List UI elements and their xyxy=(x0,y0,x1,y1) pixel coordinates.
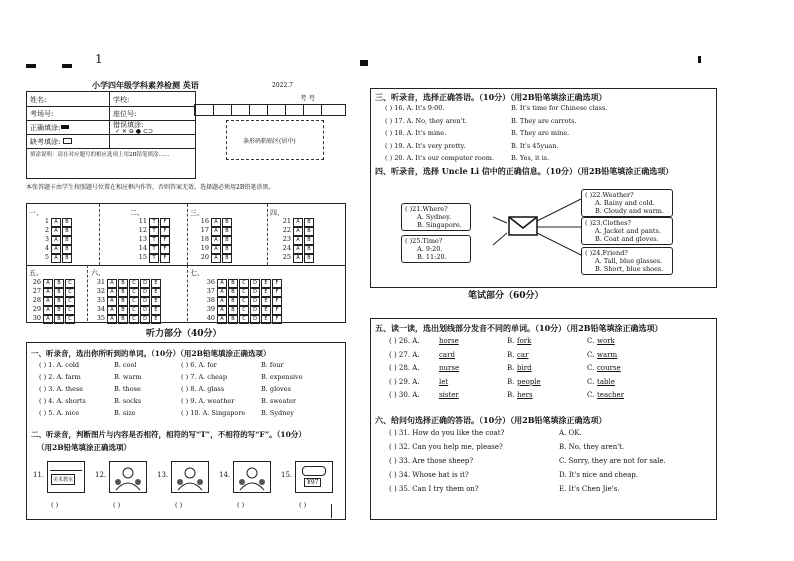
grid-option-bubble[interactable]: B xyxy=(54,306,64,315)
grid-row xyxy=(37,253,73,263)
fill-correct-label: 正确填涂: xyxy=(30,124,61,132)
grid-question-number: 2 xyxy=(44,226,49,234)
grid-option-bubble[interactable]: A xyxy=(217,297,227,306)
info-table xyxy=(26,91,196,179)
part6-option: A. OK. xyxy=(559,429,582,437)
part3-option: B. It's 45yuan. xyxy=(511,141,559,150)
grid-question-number: 4 xyxy=(44,244,49,252)
part1-option: B. cool xyxy=(114,361,137,369)
grid-question-number: 30 xyxy=(32,314,41,322)
part1-option: B. socks xyxy=(114,397,142,405)
part2-picture: 美术教室 xyxy=(47,461,85,493)
grid-question-number: 38 xyxy=(206,296,215,304)
grid-option-bubble[interactable]: D xyxy=(140,315,150,324)
grid-option-bubble[interactable]: B xyxy=(54,297,64,306)
grid-option-bubble[interactable]: F xyxy=(160,245,170,254)
grid-option-bubble[interactable]: T xyxy=(149,245,159,254)
fill-wrong-icons: ✓ ✕ ⊖ ● ⊂⊃ xyxy=(115,128,154,135)
grid-option-bubble[interactable]: A xyxy=(293,236,303,245)
grid-option-bubble[interactable]: B xyxy=(118,288,128,297)
part5-option: C. xyxy=(587,364,595,372)
part5-option: fork xyxy=(517,337,532,345)
grid-question-number: 5 xyxy=(44,253,49,261)
part5-6-section xyxy=(370,318,717,520)
part6-option: ( ) 32. Can you help me, please? xyxy=(389,443,503,451)
bubble-21[interactable]: ( )21.Where? A. Sydney. B. Singapore. xyxy=(401,203,471,231)
grid-option-bubble[interactable]: A xyxy=(107,279,117,288)
grid-option-bubble[interactable]: B xyxy=(304,254,314,263)
grid-option-bubble[interactable]: B xyxy=(62,218,72,227)
grid-option-bubble[interactable]: B xyxy=(222,218,232,227)
part5-option: ( ) 28. A. xyxy=(389,364,420,372)
grid-question-number: 36 xyxy=(206,278,215,286)
grid-question-number: 15 xyxy=(138,253,147,261)
part5-option: course xyxy=(597,364,621,372)
writing-header: 笔试部分（60分） xyxy=(468,291,544,301)
part2-answer-blank[interactable]: ( ) xyxy=(299,501,307,509)
grid-option-bubble[interactable]: A xyxy=(51,218,61,227)
grid-question-number: 11 xyxy=(138,217,147,225)
grid-question-number: 29 xyxy=(32,305,41,313)
grid-option-bubble[interactable]: A xyxy=(43,306,53,315)
grid-option-bubble[interactable]: D xyxy=(140,297,150,306)
part2-question-number: 12. xyxy=(95,471,107,479)
part1-option: B. four xyxy=(261,361,284,369)
part1-option: B. those xyxy=(114,385,141,393)
grid-option-bubble[interactable]: A xyxy=(51,227,61,236)
part3-option: B. They are mine. xyxy=(511,129,570,137)
exam-id-label: 考 号 xyxy=(300,94,316,102)
part3-heading: 三、听录音，选择正确答语。（10分）（用2B铅笔填涂正确选项） xyxy=(375,92,607,102)
part5-heading: 五、读一读，选出划线部分发音不同的单词。（10分）（用2B铅笔填涂正确选项） xyxy=(375,323,663,333)
grid-question-number: 25 xyxy=(282,253,291,261)
grid-option-bubble[interactable]: A xyxy=(217,306,227,315)
part6-option: C. Sorry, they are not for sale. xyxy=(559,457,666,465)
answer-grid: 一、 二、 三、 四、 五、 六、 七、 1 A B 2 A B 3 A B 4 A B 5 A B 11 T F 12 T F 13 T F 14 T F 15 T F 16 A B 17 A B 18 A B 19 A B 20 A B 21 A B 22 A B 23 A B 24 A B 25 A B 26 A B C 27 A B C 28 A B C 29 A B C 30 A B C 31 A B C D E 32 A B C D E 33 A B C D E 34 A B C D E 35 A B C D E 36 A B C D E F 37 A B C D E F 38 A B C D E F 39 A B C D E F 40 A B C D E F xyxy=(26,203,346,323)
grid-option-bubble[interactable]: E xyxy=(261,297,271,306)
grid-question-number: 24 xyxy=(282,244,291,252)
grid-option-bubble[interactable]: E xyxy=(151,297,161,306)
grid-question-number: 22 xyxy=(282,226,291,234)
part5-option: card xyxy=(439,350,455,359)
corner-mark xyxy=(26,64,36,68)
part1-option: B. sweater xyxy=(261,397,297,405)
grid-option-bubble[interactable]: A xyxy=(51,254,61,263)
part1-option: ( ) 8. A. glass xyxy=(181,385,225,393)
grid-option-bubble[interactable]: B xyxy=(228,279,238,288)
part5-option: ( ) 27. A. xyxy=(389,350,420,359)
seat-field[interactable]: 座位号: xyxy=(113,110,137,118)
part3-option: B. It's time for Chinese class. xyxy=(511,104,608,112)
grid-option-bubble[interactable]: A xyxy=(217,288,227,297)
barcode-area: 条形码粘贴区(居中) xyxy=(226,120,324,160)
grid-option-bubble[interactable]: A xyxy=(43,279,53,288)
part1-option: ( ) 1. A. cold xyxy=(39,361,80,369)
part4-heading: 四、听录音，选择 Uncle Li 信中的正确信息。（10分）（用2B铅笔填涂正确选项） xyxy=(375,166,674,176)
grid-option-bubble[interactable]: A xyxy=(293,254,303,263)
grid-option-bubble[interactable]: T xyxy=(149,227,159,236)
part5-option: sister xyxy=(439,391,459,399)
part1-option: ( ) 3. A. these xyxy=(39,385,84,393)
part5-option: car xyxy=(517,350,529,359)
grid-option-bubble[interactable]: C xyxy=(239,306,249,315)
part2-picture xyxy=(233,461,271,493)
grid-option-bubble[interactable]: B xyxy=(62,236,72,245)
grid-question-number: 39 xyxy=(206,305,215,313)
grid-question-number: 14 xyxy=(138,244,147,252)
grid-row xyxy=(135,253,171,263)
part5-option: people xyxy=(517,377,541,386)
instructions: 本张答题卡由学生按照题号位置在相应框内作答，否则答案无效。选择题必须用2B铅笔涂黑。 xyxy=(26,184,275,191)
part6-option: D. It's nice and cheap. xyxy=(559,471,639,479)
grid-option-bubble[interactable]: T xyxy=(149,218,159,227)
part6-option: ( ) 33. Are those sheep? xyxy=(389,457,474,465)
grid-option-bubble[interactable]: A xyxy=(293,218,303,227)
part5-option: nurse xyxy=(439,364,460,372)
grid-option-bubble[interactable]: A xyxy=(43,297,53,306)
part5-option: B. xyxy=(507,364,515,372)
grid-option-bubble[interactable]: B xyxy=(228,297,238,306)
grid-option-bubble[interactable]: A xyxy=(211,236,221,245)
grid-option-bubble[interactable]: C xyxy=(129,288,139,297)
grid-option-bubble[interactable]: B xyxy=(228,306,238,315)
grid-option-bubble[interactable]: A xyxy=(217,279,227,288)
grid-row xyxy=(279,253,315,263)
grid-option-bubble[interactable]: D xyxy=(140,306,150,315)
grid-option-bubble[interactable]: B xyxy=(62,227,72,236)
fill-notes: 填涂说明：请在对应题号的相应选项上用2B铅笔填涂…… xyxy=(30,152,170,158)
bubble-23[interactable]: ( )23.Clothes? A. Jacket and pants. B. Coat and gloves. xyxy=(581,217,673,245)
part5-option: work xyxy=(597,337,615,345)
grid-option-bubble[interactable]: D xyxy=(250,279,260,288)
grid-option-bubble[interactable]: C xyxy=(129,279,139,288)
grid-option-bubble[interactable]: F xyxy=(272,306,282,315)
grid-option-bubble[interactable]: F xyxy=(160,236,170,245)
grid-row xyxy=(29,314,76,324)
grid-option-bubble[interactable]: B xyxy=(304,245,314,254)
grid-question-number: 37 xyxy=(206,287,215,295)
part5-option: C. xyxy=(587,337,595,345)
left-page-edge xyxy=(331,504,332,518)
grid-question-number: 40 xyxy=(206,314,215,322)
part5-option: let xyxy=(439,377,449,386)
part2-answer-blank[interactable]: ( ) xyxy=(113,501,121,509)
part1-option: ( ) 2. A. farm xyxy=(39,373,81,381)
grid-option-bubble[interactable]: A xyxy=(107,306,117,315)
grid-option-bubble[interactable]: A xyxy=(211,227,221,236)
part6-option: B. No, they aren't. xyxy=(559,443,625,451)
grid-option-bubble[interactable]: B xyxy=(222,227,232,236)
part1-option: B. size xyxy=(114,409,136,417)
grid-option-bubble[interactable]: A xyxy=(51,236,61,245)
part1-option: B. expensive xyxy=(261,373,303,381)
grid-option-bubble[interactable]: A xyxy=(211,254,221,263)
grid-question-number: 20 xyxy=(200,253,209,261)
part5-option: C. xyxy=(587,391,595,399)
grid-question-number: 3 xyxy=(44,235,49,243)
grid-option-bubble[interactable]: A xyxy=(107,288,117,297)
grid-question-number: 27 xyxy=(32,287,41,295)
grid-option-bubble[interactable]: D xyxy=(140,288,150,297)
grid-option-bubble[interactable]: D xyxy=(250,297,260,306)
grid-option-bubble[interactable]: B xyxy=(228,315,238,324)
grid-option-bubble[interactable]: A xyxy=(293,245,303,254)
part3-4-section xyxy=(370,88,717,288)
part2-question-number: 15. xyxy=(281,471,293,479)
part5-option: table xyxy=(597,377,615,386)
part1-option: ( ) 6. A. for xyxy=(181,361,217,369)
part5-option: B. xyxy=(507,377,515,386)
grid-option-bubble[interactable]: D xyxy=(250,306,260,315)
part2-picture xyxy=(171,461,209,493)
part2-picture xyxy=(109,461,147,493)
exam-id-boxes xyxy=(194,104,346,116)
grid-question-number: 31 xyxy=(96,278,105,286)
grid-option-bubble[interactable]: E xyxy=(261,288,271,297)
grid-option-bubble[interactable]: B xyxy=(222,236,232,245)
part2-question-number: 13. xyxy=(157,471,169,479)
part3-option: ( ) 18. A. It's mine. xyxy=(385,129,447,137)
part2-picture: ¥97 xyxy=(295,461,333,493)
grid-option-bubble[interactable]: A xyxy=(211,218,221,227)
part3-option: B. They are carrots. xyxy=(511,116,577,125)
grid-question-number: 23 xyxy=(282,235,291,243)
part3-option: B. Yes, it is. xyxy=(511,154,550,162)
grid-option-bubble[interactable]: B xyxy=(304,227,314,236)
part2-question-number: 14. xyxy=(219,471,231,479)
room-field[interactable]: 考场号: xyxy=(30,110,54,118)
part2-answer-blank[interactable]: ( ) xyxy=(237,501,245,509)
part2-sub: （用2B铅笔填涂正确选项） xyxy=(37,443,132,452)
grid-question-number: 28 xyxy=(32,296,41,304)
grid-option-bubble[interactable]: A xyxy=(211,245,221,254)
part5-option: hers xyxy=(517,391,533,399)
bubble-24[interactable]: ( )24.Friend? A. Tall, blue glasses. B. Short, blue shoes. xyxy=(581,247,673,275)
grid-option-bubble[interactable]: D xyxy=(250,288,260,297)
part5-option: B. xyxy=(507,337,515,345)
part5-option: ( ) 26. A. xyxy=(389,337,420,345)
part1-option: B. gloves xyxy=(261,385,291,393)
part1-option: ( ) 4. A. shorts xyxy=(39,397,86,405)
part2-answer-blank[interactable]: ( ) xyxy=(51,501,59,509)
grid-row xyxy=(93,314,162,324)
grid-row xyxy=(197,253,233,263)
grid-option-bubble[interactable]: C xyxy=(65,315,75,324)
grid-option-bubble[interactable]: B xyxy=(118,306,128,315)
grid-option-bubble[interactable]: B xyxy=(118,315,128,324)
grid-option-bubble[interactable]: E xyxy=(151,279,161,288)
grid-option-bubble[interactable]: B xyxy=(54,279,64,288)
grid-option-bubble[interactable]: F xyxy=(272,315,282,324)
grid-option-bubble[interactable]: C xyxy=(129,315,139,324)
grid-option-bubble[interactable]: D xyxy=(250,315,260,324)
grid-question-number: 12 xyxy=(138,226,147,234)
part5-option: bird xyxy=(517,364,532,372)
grid-question-number: 34 xyxy=(96,305,105,313)
grid-option-bubble[interactable]: A xyxy=(51,245,61,254)
fill-wrong-label: 错误填涂: xyxy=(113,121,144,129)
grid-question-number: 21 xyxy=(282,217,291,225)
exam-date: 2022.7 xyxy=(272,82,293,89)
part5-option: C. xyxy=(587,377,595,386)
grid-question-number: 19 xyxy=(200,244,209,252)
page-title: 小学四年级学科素养检测 英语 xyxy=(92,80,199,90)
grid-option-bubble[interactable]: D xyxy=(140,279,150,288)
part5-option: teacher xyxy=(597,391,625,399)
part1-option: B. Sydney xyxy=(261,409,294,417)
grid-question-number: 32 xyxy=(96,287,105,295)
grid-option-bubble[interactable]: F xyxy=(272,297,282,306)
grid-option-bubble[interactable]: F xyxy=(272,288,282,297)
grid-question-number: 13 xyxy=(138,235,147,243)
grid-option-bubble[interactable]: B xyxy=(54,315,64,324)
grid-option-bubble[interactable]: C xyxy=(239,297,249,306)
grid-option-bubble[interactable]: C xyxy=(239,315,249,324)
grid-option-bubble[interactable]: T xyxy=(149,236,159,245)
grid-option-bubble[interactable]: A xyxy=(293,227,303,236)
part6-option: ( ) 31. How do you like the coat? xyxy=(389,429,505,437)
grid-option-bubble[interactable]: A xyxy=(107,297,117,306)
grid-option-bubble[interactable]: F xyxy=(272,279,282,288)
grid-option-bubble[interactable]: E xyxy=(261,306,271,315)
page-number: 1 xyxy=(95,52,103,66)
grid-option-bubble[interactable]: B xyxy=(118,279,128,288)
absent-label: 缺考填涂: xyxy=(30,138,61,146)
grid-option-bubble[interactable]: B xyxy=(54,288,64,297)
grid-option-bubble[interactable]: A xyxy=(107,315,117,324)
grid-option-bubble[interactable]: C xyxy=(65,279,75,288)
school-field[interactable]: 学校: xyxy=(113,96,130,104)
listening-section xyxy=(26,342,346,520)
grid-question-number: 26 xyxy=(32,278,41,286)
grid-question-number: 17 xyxy=(200,226,209,234)
part3-option: ( ) 20. A. It's our computer room. xyxy=(385,154,494,162)
part5-option: C. xyxy=(587,350,595,359)
bubble-25[interactable]: ( )25.Time? A. 9:20. B. 11:20. xyxy=(401,235,471,263)
part5-option: horse xyxy=(439,337,459,345)
grid-option-bubble[interactable]: C xyxy=(129,306,139,315)
part2-question-number: 11. xyxy=(33,471,45,479)
grid-option-bubble[interactable]: E xyxy=(151,315,161,324)
grid-option-bubble[interactable]: B xyxy=(62,254,72,263)
part5-option: warm xyxy=(597,350,618,359)
part2-answer-blank[interactable]: ( ) xyxy=(175,501,183,509)
grid-option-bubble[interactable]: C xyxy=(65,306,75,315)
grid-option-bubble[interactable]: C xyxy=(65,288,75,297)
bubble-22[interactable]: ( )22.Weather? A. Rainy and cold. B. Cloudy and warm. xyxy=(581,189,673,217)
part3-option: ( ) 16. A. It's 9:00. xyxy=(385,104,445,112)
grid-option-bubble[interactable]: A xyxy=(217,315,227,324)
grid-question-number: 16 xyxy=(200,217,209,225)
grid-option-bubble[interactable]: C xyxy=(239,279,249,288)
part3-option: ( ) 19. A. It's very pretty. xyxy=(385,141,466,150)
grid-option-bubble[interactable]: C xyxy=(65,297,75,306)
part6-option: ( ) 35. Can I try them on? xyxy=(389,485,479,493)
part5-option: ( ) 30. A. xyxy=(389,391,420,399)
grid-option-bubble[interactable]: F xyxy=(160,227,170,236)
envelope-icon xyxy=(371,89,716,287)
grid-option-bubble[interactable]: B xyxy=(304,218,314,227)
part6-heading: 六、给问句选择正确的答语。（10分）（用2B铅笔填涂正确选项） xyxy=(375,415,607,425)
grid-question-number: 18 xyxy=(200,235,209,243)
part1-option: ( ) 9. A. weather xyxy=(181,397,235,405)
part5-option: B. xyxy=(507,391,515,399)
grid-question-number: 33 xyxy=(96,296,105,304)
part3-option: ( ) 17. A. No, they aren't. xyxy=(385,116,468,125)
grid-question-number: 35 xyxy=(96,314,105,322)
grid-option-bubble[interactable]: B xyxy=(62,245,72,254)
grid-option-bubble[interactable]: A xyxy=(43,288,53,297)
grid-option-bubble[interactable]: B xyxy=(118,297,128,306)
part1-option: ( ) 5. A. nice xyxy=(39,409,80,417)
corner-mark xyxy=(360,60,368,66)
part5-option: ( ) 29. A. xyxy=(389,377,420,386)
grid-option-bubble[interactable]: T xyxy=(149,254,159,263)
grid-option-bubble[interactable]: E xyxy=(151,306,161,315)
grid-option-bubble[interactable]: E xyxy=(261,279,271,288)
part6-option: E. It's Chen Jie's. xyxy=(559,485,620,493)
grid-option-bubble[interactable]: E xyxy=(261,315,271,324)
part2-heading: 二、听录音，判断图片与内容是否相符，相符的写“T”，不相符的写“F”。（10分） xyxy=(31,430,306,439)
grid-option-bubble[interactable]: F xyxy=(160,254,170,263)
grid-option-bubble[interactable]: B xyxy=(222,245,232,254)
part5-option: B. xyxy=(507,350,515,359)
grid-option-bubble[interactable]: C xyxy=(239,288,249,297)
grid-option-bubble[interactable]: B xyxy=(304,236,314,245)
grid-option-bubble[interactable]: C xyxy=(129,297,139,306)
grid-question-number: 1 xyxy=(44,217,49,225)
grid-option-bubble[interactable]: B xyxy=(222,254,232,263)
part6-option: ( ) 34. Whose hat is it? xyxy=(389,471,469,479)
part1-heading: 一、听录音，选出你所听到的单词。（10分）（用2B铅笔填涂正确选项） xyxy=(31,349,271,358)
part1-option: ( ) 10. A. Singapore xyxy=(181,409,246,417)
part1-option: ( ) 7. A. cheap xyxy=(181,373,228,381)
grid-option-bubble[interactable]: B xyxy=(228,288,238,297)
name-field[interactable]: 姓名: xyxy=(30,96,47,104)
grid-option-bubble[interactable]: A xyxy=(43,315,53,324)
listening-header: 听力部分（40分） xyxy=(146,329,222,339)
grid-option-bubble[interactable]: F xyxy=(160,218,170,227)
grid-option-bubble[interactable]: E xyxy=(151,288,161,297)
part1-option: B. warm xyxy=(114,373,142,381)
grid-row xyxy=(203,314,283,324)
corner-mark xyxy=(698,56,701,63)
corner-mark xyxy=(62,64,72,68)
